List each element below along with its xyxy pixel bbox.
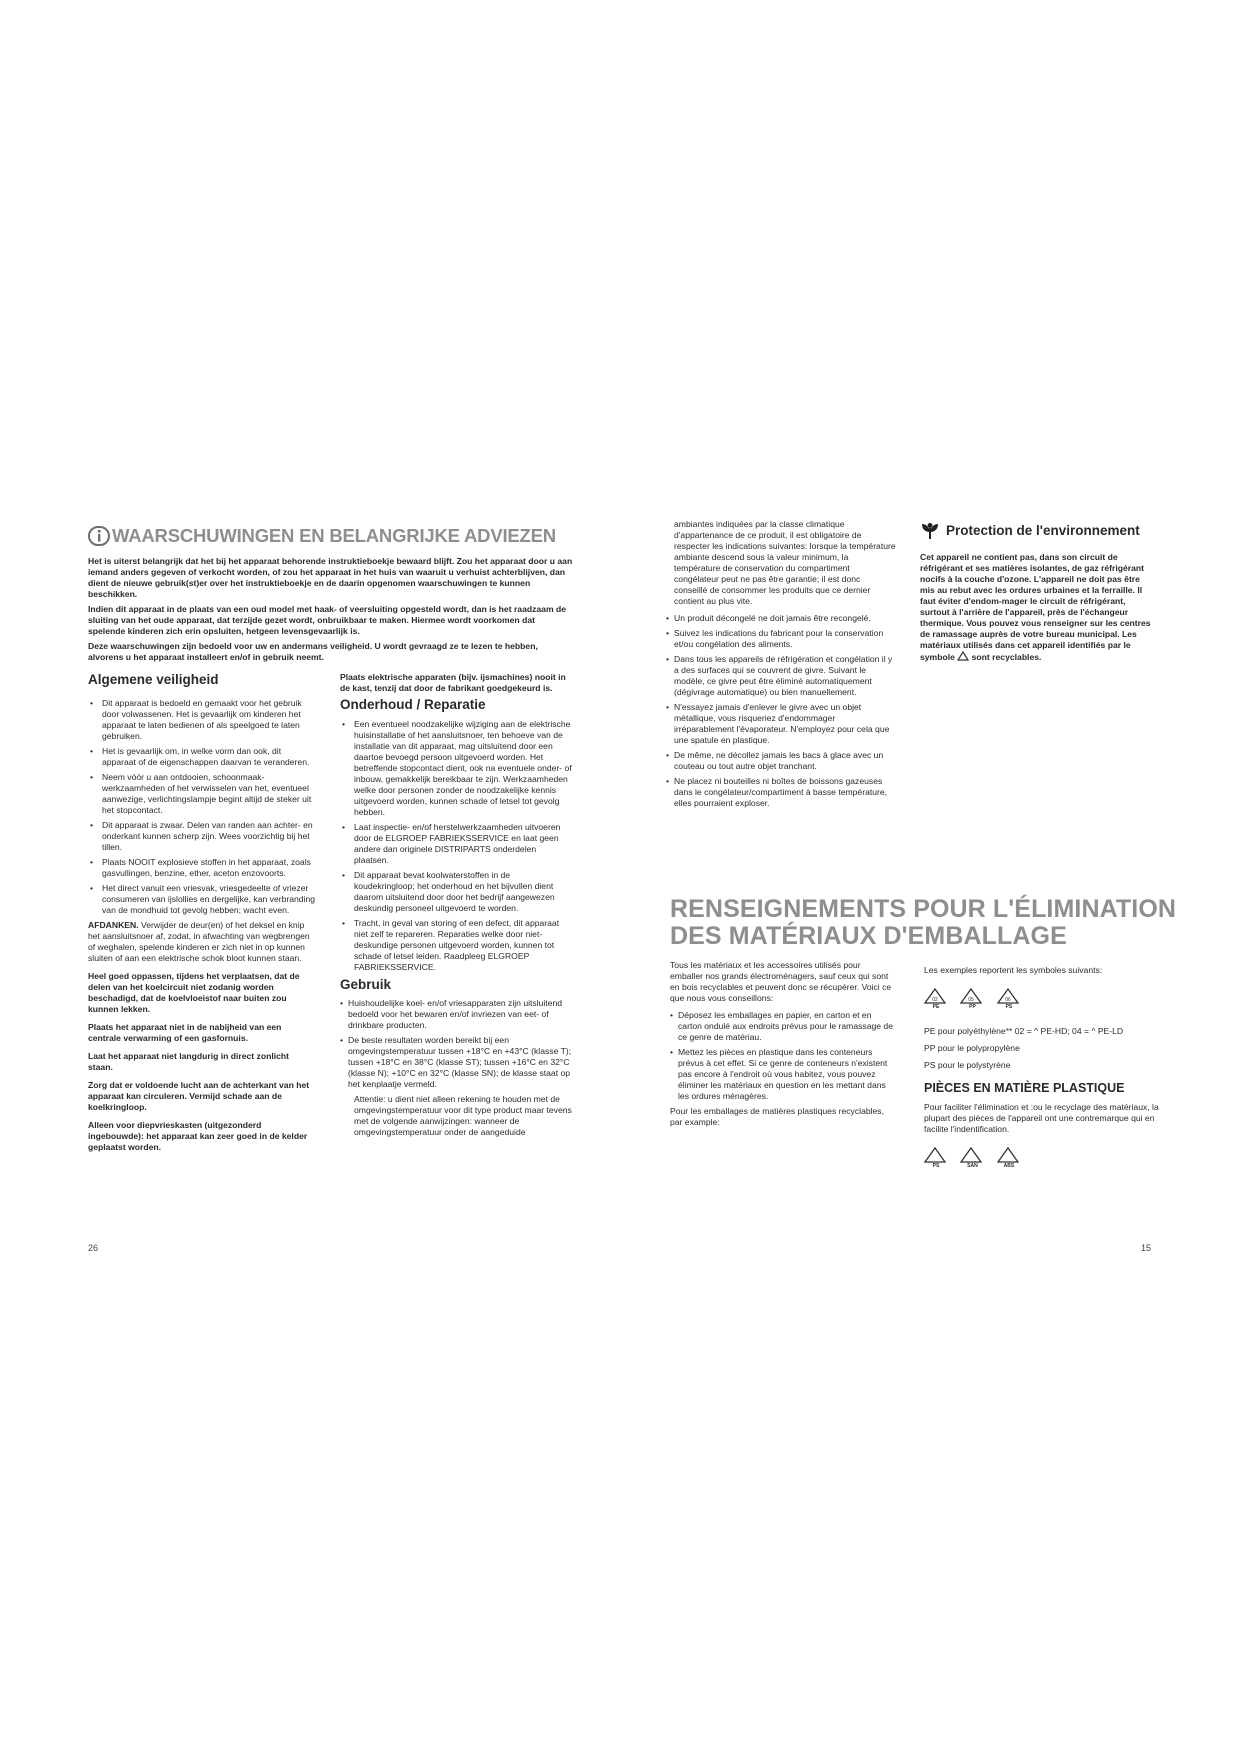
plastic-parts-text: Pour faciliter l'élimination et :ou le recyclage des matériaux, la plupart des pièces de l'appareil ont une contremarque qui en facilite l'indentification. — [924, 1102, 1159, 1134]
info-icon — [88, 526, 110, 546]
packaging-list — [670, 1010, 894, 1102]
general-safety-list — [88, 698, 316, 916]
list-item: • Un produit décongelé ne doit jamais être recongelé. — [666, 613, 896, 624]
disposal-label: AFDANKEN. — [88, 920, 139, 930]
packaging-column — [670, 960, 894, 1128]
environment-section — [920, 522, 1152, 663]
recycle-triangle-icon — [997, 988, 1021, 1010]
list-item: • Ne placez ni bouteilles ni boîtes de boissons gazeuses dans le congélateur/compartiment à basse température, elles pourraient exploser. — [666, 776, 896, 809]
warning-paragraph: Zorg dat er voldoende lucht aan de achterkant van het apparaat kan circuleren. Vermijd schade aan de koelkringloop. — [88, 1080, 310, 1112]
usage-list — [340, 998, 572, 1090]
disposal-title — [670, 896, 1190, 950]
left-page — [88, 523, 574, 663]
pe-legend: PE pour polyéthylène** 02 = ^ PE-HD; 04 = ^ PE-LD — [924, 1026, 1124, 1036]
list-item: • Het is gevaarlijk om, in welke vorm dan ook, dit apparaat of de eigenschappen daarvan te veranderen. — [88, 746, 316, 768]
ps-legend: PS pour le polystyrène — [924, 1060, 1011, 1070]
intro-paragraph-3: Deze waarschuwingen zijn bedoeld voor uw en andermans veiligheid. U wordt gevraagd ze te lezen te hebben, alvorens u het apparaat installeert en/of in gebruik neemt. — [88, 641, 538, 662]
climate-class-paragraph: ambiantes indiquées par la classe climatique d'appartenance de ce produit, il est obligatoire de respecter les indications suivantes: lorsque la température ambiante descend sous la valeur minimum, la température de conservation du compartiment congélateur peut ne pas être garantie; il est donc conseillé de consommer les produits que ce dernier contient au plus vite. — [674, 519, 896, 606]
list-item: • Tracht, in geval van storing of een defect, dit apparaat niet zelf te repareren. Reparaties welke door niet-deskundige personen uitgevoerd worden, kunnen tot schade of letsel leiden. Raadpleeg ELGROEP FABRIEKSSERVICE. — [340, 918, 572, 973]
list-item: • Dit apparaat is zwaar. Delen van randen aan achter- en onderkant kunnen scherp zijn. Wees voorzichtig bij het tillen. — [88, 820, 316, 853]
list-item: • Déposez les emballages en papier, en carton et en carton ondulé aux endroits prévus pour le ramassage de ce genre de matériau. — [670, 1010, 894, 1043]
environment-body: Cet appareil ne contient pas, dans son circuit de réfrigérant et ses matières isolantes, de gaz réfrigérant nocifs à la couche d'ozone. L'appareil ne doit pas être mis au rebut avec les ordures urbaines et la ferraille. Il faut éviter d'endom-mager le circuit de réfrigérant, surtout à l'arrière de l'appareil, près de l'échangeur thermique. Vous pouvez vous renseigner sur les centres de ramassage auprès de votre bureau municipal. Les matériaux utilisés dans cet appareil identifiés par le symbole — [920, 552, 1151, 662]
page-number-right: 15 — [1141, 1243, 1152, 1253]
flower-icon — [920, 522, 940, 540]
storage-list — [666, 613, 896, 809]
list-item: • Dit apparaat bevat koolwaterstoffen in de koudekringloop; het onderhoud en het bijvullen dient daarom uitsluitend door door het bedrijf aangewezen deskundig personeel uitgevoerd te worden. — [340, 870, 572, 914]
packaging-intro: Tous les matériaux et les accessoires utilisés pour emballer nos grands électroménagers, sauf ceux qui sont en bois recyclables et peuvent donc se récupérer. Voici ce que nous vous conseillons: — [670, 960, 892, 1003]
maintenance-list — [340, 719, 572, 973]
general-safety-column — [88, 672, 316, 1153]
list-item: • Dit apparaat is bedoeld en gemaakt voor het gebruik door volwassenen. Het is gevaarlijk om kinderen het apparaat te laten bedienen of als speelgoed te laten gebruiken. — [88, 698, 316, 742]
list-item: • Dans tous les appareils de réfrigération et congélation il y a des surfaces qui se couvrent de givre. Suivant le modèle, ce givre peut être éliminé automatiquement (dégivrage automatique) ou bien manuellement. — [666, 654, 896, 698]
plastic-parts-heading: PIÈCES EN MATIÈRE PLASTIQUE — [924, 1081, 1125, 1095]
list-item: • Een eventueel noodzakelijke wijziging aan de elektrische huisinstallatie of het aansluitsnoer, ten behoeve van de installatie van dit apparaat, mag uitsluitend door een daartoe bevoegd persoon uitgevoerd worden. Het betreffende stopcontact dient, ook na eventuele onder- of inbouw, gemakkelijk bereikbaar te zijn. Werkzaamheden welke door personen zonder de noodzakelijke kennis uitgevoerd worden, kunnen schade of letsel tot gevolg hebben. — [340, 719, 572, 818]
symbols-intro: Les exemples reportent les symboles suivants: — [924, 965, 1103, 975]
left-title — [88, 523, 574, 549]
symbols-column — [924, 965, 1164, 1173]
intro-paragraph-2: Indien dit apparaat in de plaats van een oud model met haak- of veersluiting opgesteld wordt, dan is het raadzaam de sluiting van het oude apparaat, dat terzijde gezet wordt, onbruikbaar te maken. Hiermee wordt voorkomen dat spelende kinderen zich erin opsluiten, hetgeen levensgevaarlijk is. — [88, 604, 567, 636]
svg-text:02: 02 — [932, 997, 938, 1003]
list-item: • Mettez les pièces en plastique dans les conteneurs prévus à cet effet. Si ce genre de conteneurs n'existent pas encore à l'endroit où vous habitez, vous pouvez éliminer les matériaux en question en les mettant dans les ordures ménagères. — [670, 1047, 894, 1102]
warnings-title: WAARSCHUWINGEN EN BELANGRIJKE ADVIEZEN — [112, 525, 556, 546]
attention-paragraph: Attentie: u dient niet alleen rekening te houden met de omgevingstemperatuur voor dit type product maar tevens met de volgende aanwijzingen: wanneer de omgevingstemperatuur onder de aangeduide — [354, 1094, 572, 1137]
warning-paragraph: Plaats het apparaat niet in de nabijheid van een centrale verwarming of een gasfornuis. — [88, 1022, 282, 1043]
environment-text — [920, 552, 1152, 663]
warning-paragraph: Laat het apparaat niet langdurig in direct zonlicht staan. — [88, 1051, 290, 1072]
usage-heading: Gebruik — [340, 977, 392, 992]
recycle-triangle-icon — [960, 1147, 984, 1169]
general-safety-heading: Algemene veiligheid — [88, 672, 219, 687]
symbol-code: PS — [932, 1163, 940, 1169]
page-number-left: 26 — [88, 1243, 99, 1253]
maintenance-heading: Onderhoud / Reparatie — [340, 697, 486, 712]
disposal-paragraph — [88, 920, 316, 964]
list-item: • De beste resultaten worden bereikt bij een omgevingstemperatuur tussen +18°C en +43°C (klasse T); tussen +18°C en 38°C (klasse ST); tussen +16°C en 32°C (klasse N); +10°C en 32°C (klasse SN); de klasse staat op het kenplaatje vermeld. — [340, 1035, 572, 1090]
disposal-title-line-1: RENSEIGNEMENTS POUR L'ÉLIMINATION — [670, 895, 1177, 923]
list-item: • Huishoudelijke koel- en/of vriesapparaten zijn uitsluitend bedoeld voor het bewaren en/of invriezen van eet- of drinkbare producten. — [340, 998, 572, 1031]
recycle-triangle-icon — [924, 1147, 948, 1169]
warning-paragraph: Heel goed oppassen, tijdens het verplaatsen, dat de delen van het koelcircuit niet zodanig worden beschadigd, dat de koelvloeistof naar buiten zou kunnen lekken. — [88, 971, 300, 1014]
environment-heading-row — [920, 522, 1152, 540]
symbol-code: PE — [932, 1004, 940, 1010]
list-item: • Suivez les indications du fabricant pour la conservation et/ou congélation des aliments. — [666, 628, 896, 650]
environment-heading: Protection de l'environnement — [946, 523, 1140, 538]
recycle-triangle-icon — [924, 988, 948, 1010]
recycle-triangle-icon — [997, 1147, 1021, 1169]
symbol-code: PP — [969, 1004, 976, 1010]
warning-paragraph: Alleen voor diepvrieskasten (uitgezonderd ingebouwde): het apparaat kan zeer goed in de kelder geplaatst worden. — [88, 1120, 308, 1152]
list-item: • Het direct vanuit een vriesvak, vriesgedeelte of vriezer consumeren van ijslollies en dergelijke, kan verbranding van de mondhuid tot gevolg hebben; wacht even. — [88, 883, 316, 916]
symbols-row-2 — [924, 1147, 1164, 1173]
maintenance-column — [340, 672, 572, 1138]
symbol-code: SAN — [967, 1163, 978, 1169]
list-item: • Neem vóór u aan ontdooien, schoonmaak-werkzaamheden of het verwisselen van het, eventueel aanwezige, verlichtingslampje begint altijd de steker uit het stopcontact. — [88, 772, 316, 816]
intro-paragraph-1: Het is uiterst belangrijk dat het bij het apparaat behorende instruktieboekje bewaard blijft. Zou het apparaat door u aan iemand anders gegeven of verkocht worden, of zou het apparaat in het huis van waaruit u verhuist achterblijven, dan dient de nieuwe gebruik(st)er over het instruktieboekje en de daarin opgenomen waarschuwingen te kunnen beschikken. — [88, 556, 573, 599]
packaging-outro: Pour les emballages de matières plastiques recyclables, par example: — [670, 1106, 884, 1127]
svg-text:05: 05 — [968, 997, 975, 1003]
symbol-code: PS — [1005, 1004, 1013, 1010]
pp-legend: PP pour le polypropylène — [924, 1043, 1020, 1053]
list-item: • Plaats NOOIT explosieve stoffen in het apparaat, zoals gasvullingen, benzine, ether, aceton enzovoorts. — [88, 857, 316, 879]
electrical-devices-note: Plaats elektrische apparaten (bijv. ijsmachines) nooit in de kast, tenzij dat door de fabrikant goedgekeurd is. — [340, 672, 566, 693]
symbols-row-1 — [924, 988, 1164, 1014]
list-item: • Laat inspectie- en/of herstelwerkzaamheden uitvoeren door de ELGROEP FABRIEKSSERVICE en laat geen andere dan originele DISTRIPARTS onderdelen plaatsen. — [340, 822, 572, 866]
disposal-text: Verwijder de deur(en) of het deksel en knip het aansluitsnoer af, zodat, in afwachting van wegbrengen of weghalen, spelende kinderen er zich niet in op kunnen sluiten of aan een elektrische schok bloot kunnen staan. — [88, 920, 310, 963]
symbol-code: ABS — [1003, 1163, 1015, 1169]
storage-column — [666, 519, 896, 813]
recycle-icon — [957, 651, 969, 661]
recycle-triangle-icon — [960, 988, 984, 1010]
svg-text:06: 06 — [1005, 997, 1011, 1003]
list-item: • De même, ne décollez jamais les bacs à glace avec un couteau ou tout autre objet tranchant. — [666, 750, 896, 772]
list-item: • N'essayez jamais d'enlever le givre avec un objet métallique, vous risqueriez d'endommager irréparablement l'évaporateur. N'employez pour cela que une spatule en plastique. — [666, 702, 896, 746]
environment-body-end: sont recyclables. — [971, 652, 1042, 662]
disposal-title-line-2: DES MATÉRIAUX D'EMBALLAGE — [670, 922, 1067, 950]
